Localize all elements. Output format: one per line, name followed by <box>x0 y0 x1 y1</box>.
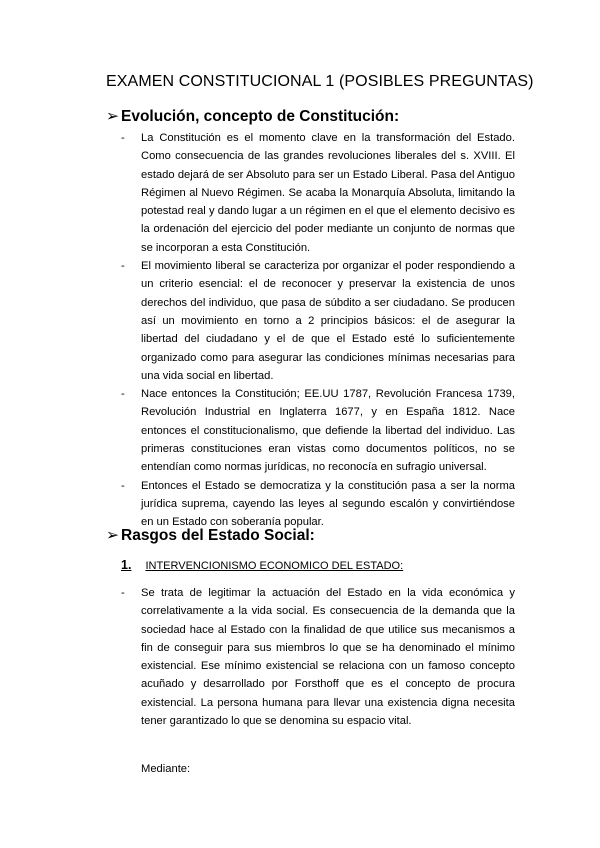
bullet-text: Entonces el Estado se democratiza y la constitución pasa a ser la norma jurídica suprema, cayendo las leyes al segundo escalón y convirtiéndose en un Estado con soberanía popular. <box>141 479 515 529</box>
paragraph-text: Se trata de legitimar la actuación del Estado en la vida económica y correlativamente a la vida social. Es consecuencia de la demanda que la sociedad hace al Estado con la finalidad de que utilice sus mecanismos a fin de conseguir para sus miembros lo que se ha denominado el mínimo existencial. Ese mínimo existencial se relaciona con un famoso concepto acuñado y desarrollado por Forsthoff que es el concepto de procura existencial. La persona humana para llevar una existencia digna necesita tener garantizado lo que se denomina su espacio vital. <box>141 587 515 728</box>
list-item <box>121 385 515 476</box>
dash-bullet: - <box>121 388 125 401</box>
list-item <box>121 129 515 257</box>
page-title: EXAMEN CONSTITUCIONAL 1 (POSIBLES PREGUNTAS) <box>106 73 534 90</box>
subsection-number: 1. <box>121 558 132 572</box>
arrow-bullet-icon: ➢ <box>106 108 119 125</box>
bullet-text: La Constitución es el momento clave en la transformación del Estado. Como consecuencia de las grandes revoluciones liberales del s. XVIII. El estado dejará de ser Absoluto para ser un Estado Liberal. Pasa del Antiguo Régimen al Nuevo Régimen. Se acaba la Monarquía Absoluta, limitando la potestad real y dando lugar a un régimen en el que el elemento decisivo es la ordenación del ejercicio del poder mediante un conjunto de normas que se incorporan a esta Constitución. <box>141 132 515 254</box>
subsection-heading <box>121 558 403 572</box>
dash-bullet: - <box>121 260 125 273</box>
arrow-bullet-icon: ➢ <box>106 527 119 544</box>
section-heading-text: Rasgos del Estado Social: <box>121 527 315 544</box>
mediante-label: Mediante: <box>141 763 191 775</box>
section-heading-text: Evolución, concepto de Constitución: <box>121 108 400 125</box>
dash-bullet: - <box>121 132 125 144</box>
dash-bullet: - <box>121 587 125 599</box>
bullet-text: Nace entonces la Constitución; EE.UU 1787, Revolución Francesa 1739, Revolución Industrial en Inglaterra 1677, y en España 1812. Nace entonces el constitucionalismo, que defiende la libertad del individuo. Las primeras constituciones eran vistas como documentos políticos, no se entendían como normas jurídicas, no reconocía en sufragio universal. <box>141 388 515 474</box>
list-item <box>121 584 515 730</box>
bullet-text: El movimiento liberal se caracteriza por organizar el poder respondiendo a un criterio esencial: el de reconocer y preservar la existencia de unos derechos del individuo, que pasa de súbdito a ser ciudadano. Se producen así un movimiento en torno a 2 principios básicos: el de asegurar la libertad del ciudadano y el de que el Estado esté lo suficientemente organizado como para asegurar las condiciones mínimas necesarias para una vida social en libertad. <box>141 260 515 382</box>
bullet-list-evolucion <box>121 129 515 532</box>
list-item <box>121 257 515 385</box>
intervencionismo-paragraph <box>121 584 515 730</box>
dash-bullet: - <box>121 479 125 492</box>
list-item <box>121 477 515 532</box>
subsection-title: INTERVENCIONISMO ECONOMICO DEL ESTADO: <box>145 560 404 572</box>
section-heading-evolucion <box>106 107 399 126</box>
section-heading-rasgos <box>106 526 315 545</box>
